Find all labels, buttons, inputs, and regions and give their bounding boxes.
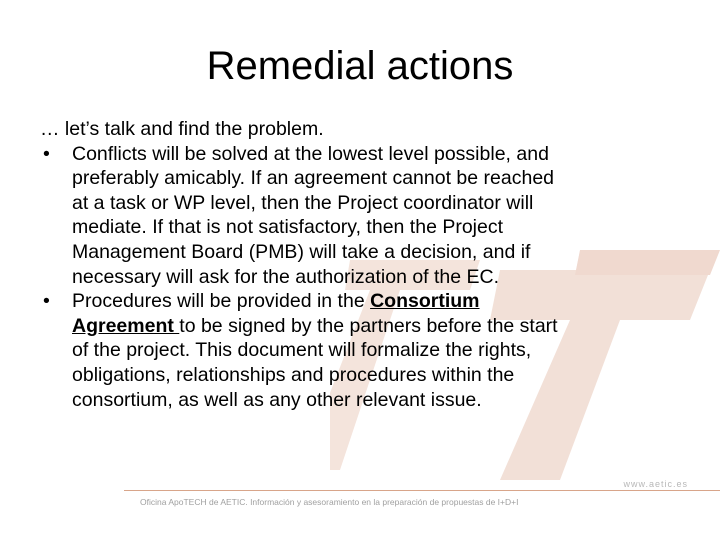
bullet2-line (72, 289, 700, 314)
bullet2-line2-text: to be signed by the partners before the start (179, 314, 558, 337)
bullet2-line: obligations, relationships and procedures within the (72, 363, 515, 386)
bullet2-line: of the project. This document will formalize the rights, (72, 339, 532, 362)
footer-divider (124, 490, 720, 491)
bullet1-line: mediate. If that is not satisfactory, then the Project (72, 216, 504, 239)
bullet1-line: preferably amicably. If an agreement cannot be reached (72, 167, 555, 190)
bullet2-line: consortium, as well as any other relevant issue. (72, 388, 482, 411)
consortium-agreement-link-cont[interactable]: Agreement (72, 314, 180, 337)
bullet1-line: Conflicts will be solved at the lowest level possible, and (72, 142, 549, 165)
slide-body (40, 117, 700, 412)
bullet1-line: at a task or WP level, then the Project coordinator will (72, 191, 534, 214)
bullet-dot: • (43, 290, 50, 313)
bullet1-line: necessary will ask for the authorization of the EC. (72, 265, 500, 288)
bullet1-line: Management Board (PMB) will take a decision, and if (72, 240, 531, 263)
slide-title: Remedial actions (206, 44, 514, 88)
footer-url: www.aetic.es (623, 479, 688, 489)
footer-text: Oficina ApoTECH de AETIC. Información y asesoramiento en la preparación de propuestas de I+D+I (140, 497, 519, 507)
bullet2-line (72, 314, 700, 339)
bullet-procedures (40, 289, 700, 412)
bullet-conflicts (40, 142, 700, 290)
intro-text: … let’s talk and find the problem. (40, 118, 324, 140)
consortium-agreement-link[interactable]: Consortium (370, 290, 480, 313)
bullet2-line1-text: Procedures will be provided in the (72, 290, 371, 313)
bullet-dot: • (43, 142, 50, 165)
